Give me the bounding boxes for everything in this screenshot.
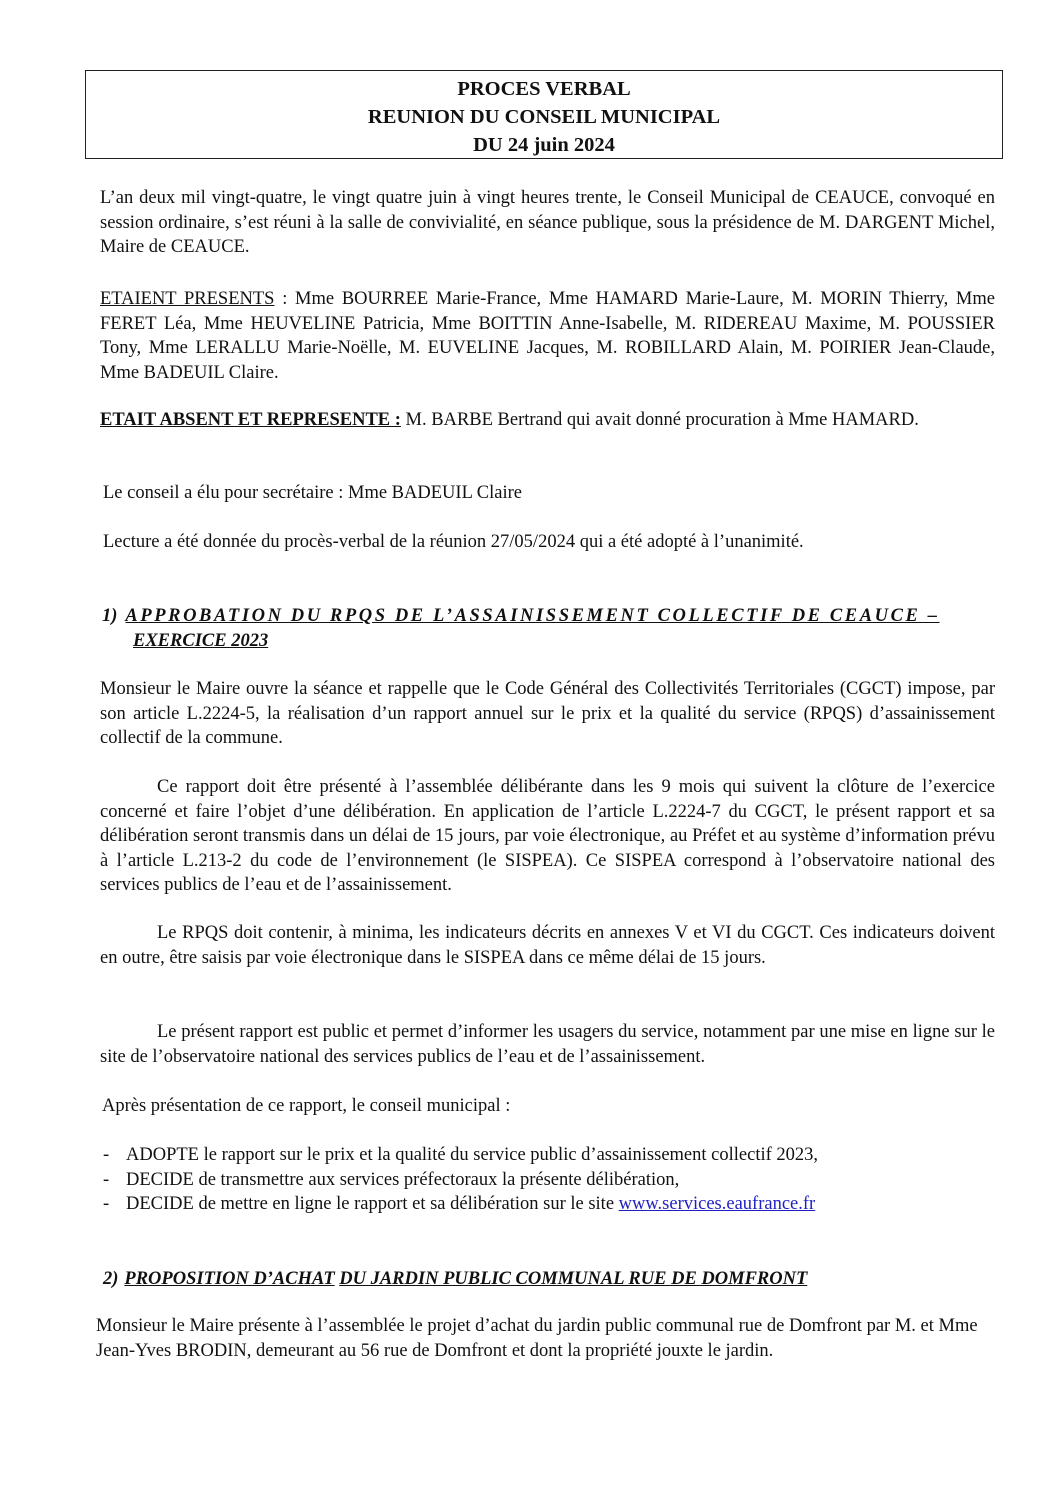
section-1-number: 1) (102, 606, 118, 626)
section-1-title-line-1: APPROBATION DU RPQS DE L’ASSAINISSEMENT COLLECTIF DE CEAUCE – (125, 606, 940, 626)
title-box (85, 70, 1003, 159)
decision-list (100, 1143, 1000, 1217)
section-2-title-part-1: PROPOSITION D’ACHAT (124, 1269, 335, 1289)
presents-paragraph (100, 287, 995, 385)
title-line-2: REUNION DU CONSEIL MUNICIPAL (367, 106, 721, 128)
absent-paragraph (100, 408, 995, 433)
absent-text: M. BARBE Bertrand qui avait donné procuration à Mme HAMARD. (400, 410, 919, 430)
reading-line: Lecture a été donnée du procès-verbal de la réunion 27/05/2024 qui a été adopté à l’unanimité. (103, 532, 804, 552)
section-2-heading (103, 1267, 997, 1292)
section-2-paragraph-1: Monsieur le Maire présente à l’assemblée le projet d’achat du jardin public communal rue de Domfront par M. et Mme Jean-Yves BRODIN, demeurant au 56 rue de Domfront et dont la propriété jouxte le jardin. (96, 1316, 978, 1361)
section-1-paragraph-4: Le présent rapport est public et permet d’informer les usagers du service, notamment par une mise en ligne sur le site de l’observatoire national des services publics de l’eau et de l’assainissement. (100, 1022, 995, 1067)
intro-paragraph: L’an deux mil vingt-quatre, le vingt quatre juin à vingt heures trente, le Conseil Municipal de CEAUCE, convoqué en session ordinaire, s’est réuni à la salle de convivialité, en séance publique, sous la présidence de M. DARGENT Michel, Maire de CEAUCE. (100, 188, 995, 257)
decision-item: - DECIDE de transmettre aux services préfectoraux la présente délibération, (103, 1169, 680, 1190)
secretary-line: Le conseil a élu pour secrétaire : Mme BADEUIL Claire (103, 483, 523, 503)
section-1-heading (102, 604, 996, 653)
presents-label: ETAIENT PRESENTS (100, 289, 275, 309)
title-line-3: DU 24 juin 2024 (473, 134, 615, 156)
section-1-paragraph-5: Après présentation de ce rapport, le conseil municipal : (102, 1096, 511, 1116)
decision-item: - ADOPTE le rapport sur le prix et la qualité du service public d’assainissement collectif 2023, (103, 1145, 819, 1165)
section-2-number: 2) (103, 1269, 119, 1289)
absent-label: ETAIT ABSENT ET REPRESENTE : (100, 410, 401, 430)
section-1-paragraph-1: Monsieur le Maire ouvre la séance et rappelle que le Code Général des Collectivités Territoriales (CGCT) impose, par son article L.2224-5, la réalisation d’un rapport annuel sur le prix et la qualité du service (RPQS) d’assainissement collectif de la commune. (100, 679, 995, 748)
presents-list: : Mme BOURREE Marie-France, Mme HAMARD Marie-Laure, M. MORIN Thierry, Mme FERET Léa, Mme HEUVELINE Patricia, Mme BOITTIN Anne-Isabelle, M. RIDEREAU Maxime, M. POUSSIER Tony, Mme LERALLU Marie-Noëlle, M. EUVELINE Jacques, M. ROBILLARD Alain, M. POIRIER Jean-Claude, Mme BADEUIL Claire. (100, 289, 995, 383)
section-1-paragraph-2: Ce rapport doit être présenté à l’assemblée délibérante dans les 9 mois qui suivent la clôture de l’exercice concerné et faire l’objet d’une délibération. En application de l’article L.2224-7 du CGCT, le présent rapport et sa délibération seront transmis dans un délai de 15 jours, par voie électronique, au Préfet et au système d’information prévu à l’article L.213-2 du code de l’environnement (le SISPEA). Ce SISPEA correspond à l’observatoire national des services publics de l’eau et de l’assainissement. (100, 777, 995, 895)
decision-item: - DECIDE de mettre en ligne le rapport et sa délibération sur le site www.services.eaufrance.fr (103, 1194, 816, 1214)
eaufrance-link[interactable]: www.services.eaufrance.fr (618, 1194, 816, 1214)
section-1-paragraph-3: Le RPQS doit contenir, à minima, les indicateurs décrits en annexes V et VI du CGCT. Ces indicateurs doivent en outre, être saisis par voie électronique dans le SISPEA dans ce même délai de 15 jours. (100, 923, 995, 968)
section-1-title-line-2: EXERCICE 2023 (133, 630, 269, 651)
title-line-1: PROCES VERBAL (457, 78, 631, 100)
section-2-title-part-2: DU JARDIN PUBLIC COMMUNAL RUE DE DOMFRONT (339, 1269, 808, 1289)
